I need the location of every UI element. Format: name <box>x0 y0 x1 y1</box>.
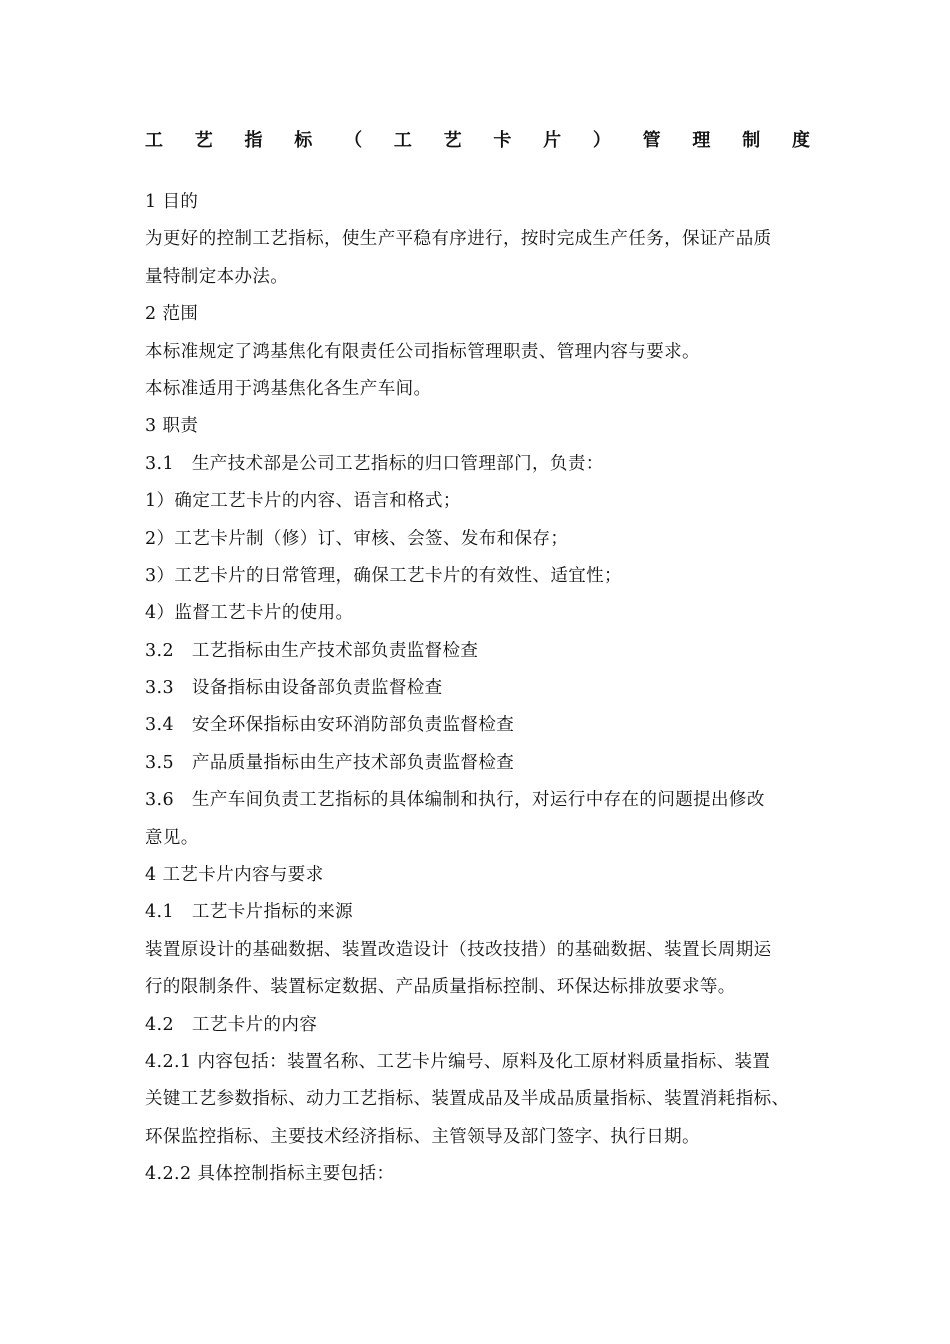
title-char: 度 <box>791 130 810 151</box>
title-char: 卡 <box>493 130 512 151</box>
clause-line: 3.6 生产车间负责工艺指标的具体编制和执行，对运行中存在的问题提出修改 <box>145 790 765 811</box>
clause-line: 3.3 设备指标由设备部负责监督检查 <box>145 678 443 699</box>
paragraph-line: 行的限制条件、装置标定数据、产品质量指标控制、环保达标排放要求等。 <box>145 977 736 998</box>
title-char: 艺 <box>443 130 462 151</box>
paragraph-line: 环保监控指标、主要技术经济指标、主管领导及部门签字、执行日期。 <box>145 1126 700 1147</box>
paragraph-line: 装置原设计的基础数据、装置改造设计（技改技措）的基础数据、装置长周期运 <box>145 939 772 960</box>
paragraph-line: 为更好的控制工艺指标，使生产平稳有序进行，按时完成生产任务，保证产品质 <box>145 229 772 250</box>
section-heading: 4 工艺卡片内容与要求 <box>145 865 324 886</box>
section-heading: 2 范围 <box>145 304 199 325</box>
title-char: 工 <box>393 130 412 151</box>
clause-line: 3.2 工艺指标由生产技术部负责监督检查 <box>145 640 479 661</box>
document-body <box>145 184 817 1194</box>
list-item: 1）确定工艺卡片的内容、语言和格式； <box>145 491 461 512</box>
paragraph-line: 关键工艺参数指标、动力工艺指标、装置成品及半成品质量指标、装置消耗指标、 <box>145 1089 790 1110</box>
paragraph-line: 意见。 <box>145 827 199 848</box>
list-item: 2）工艺卡片制（修）订、审核、会签、发布和保存； <box>145 528 569 549</box>
list-item: 4）监督工艺卡片的使用。 <box>145 603 354 624</box>
paragraph-line: 本标准规定了鸿基焦化有限责任公司指标管理职责、管理内容与要求。 <box>145 341 700 362</box>
title-char: ） <box>592 130 611 151</box>
section-heading: 1 目的 <box>145 192 199 212</box>
clause-line: 3.1 生产技术部是公司工艺指标的归口管理部门，负责： <box>145 453 604 474</box>
clause-line: 3.5 产品质量指标由生产技术部负责监督检查 <box>145 752 515 773</box>
title-char: 制 <box>742 130 761 151</box>
title-char: 工 <box>145 130 163 151</box>
clause-line: 4.2.2 具体控制指标主要包括： <box>145 1164 395 1185</box>
section-heading: 3 职责 <box>145 416 199 437</box>
paragraph-line: 量特制定本办法。 <box>145 266 289 287</box>
clause-line: 3.4 安全环保指标由安环消防部负责监督检查 <box>145 715 515 736</box>
paragraph-line: 本标准适用于鸿基焦化各生产车间。 <box>145 378 432 399</box>
title-char: 指 <box>244 130 263 151</box>
title-char: 艺 <box>194 130 213 151</box>
title-char: （ <box>344 130 363 151</box>
document-title <box>145 128 810 154</box>
clause-line: 4.2.1 内容包括：装置名称、工艺卡片编号、原料及化工原材料质量指标、装置 <box>145 1051 771 1072</box>
title-char: 理 <box>692 130 711 151</box>
title-char: 标 <box>294 130 313 151</box>
title-char: 片 <box>543 130 562 151</box>
clause-line: 4.2 工艺卡片的内容 <box>145 1014 318 1035</box>
list-item: 3）工艺卡片的日常管理，确保工艺卡片的有效性、适宜性； <box>145 565 622 586</box>
clause-line: 4.1 工艺卡片指标的来源 <box>145 902 354 923</box>
title-char: 管 <box>642 130 661 151</box>
